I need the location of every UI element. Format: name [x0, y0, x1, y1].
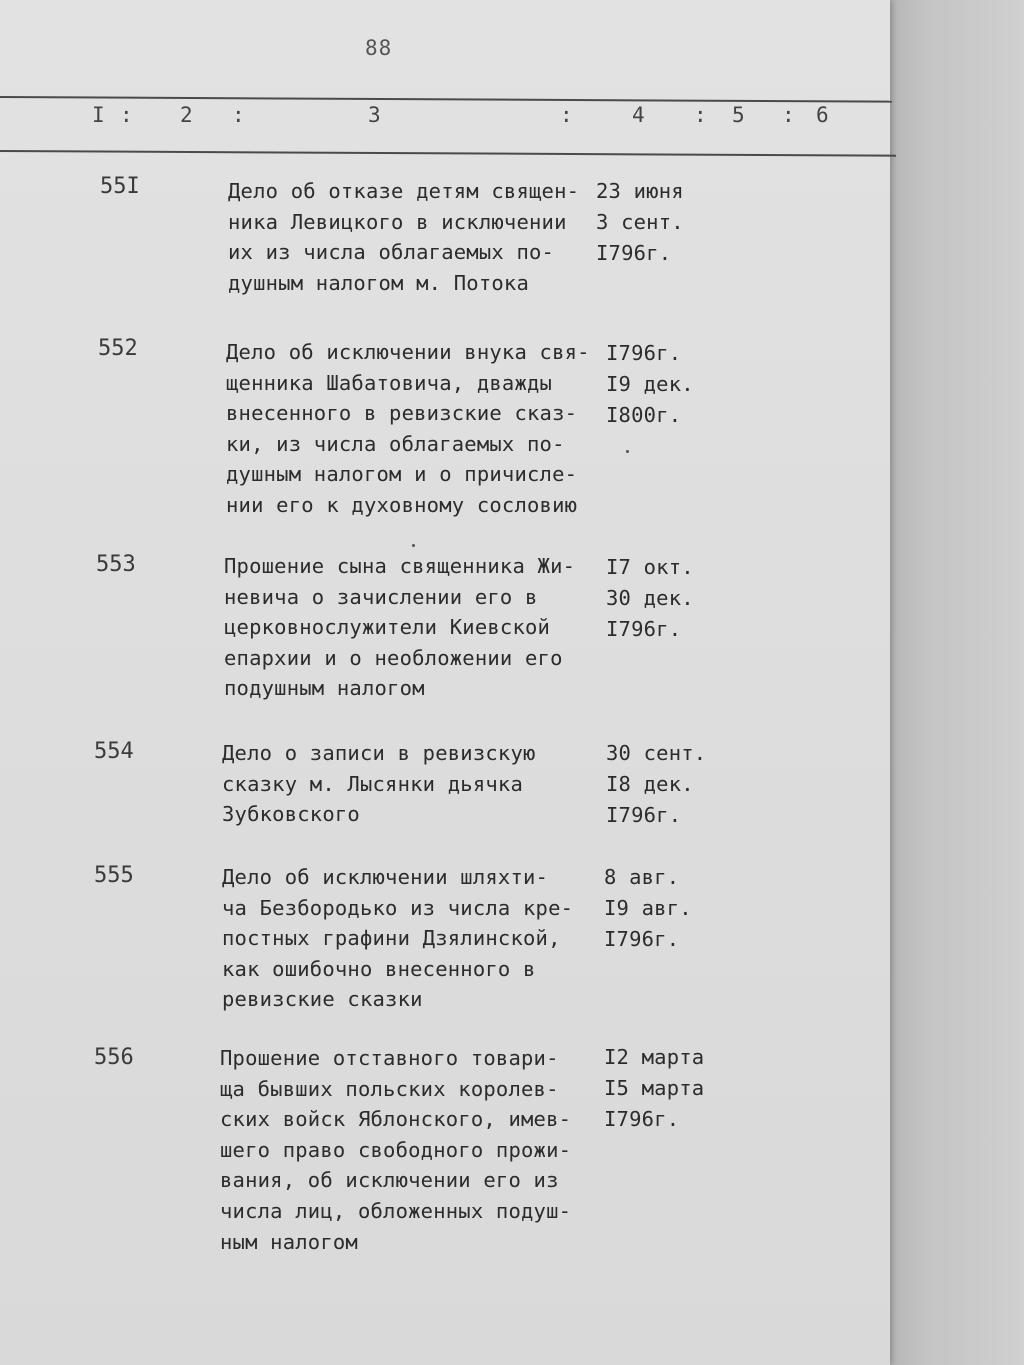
header-rule-bottom: [0, 150, 896, 157]
column-separator: :: [232, 103, 245, 127]
entry-dates: I7 окт. 30 дек. I796г.: [606, 555, 694, 641]
header-rule-top: [0, 96, 892, 103]
column-separator: :: [560, 103, 573, 127]
column-separator: :: [120, 103, 133, 127]
entry-description: Дело об отказе детям священ- ника Левицкого в исключении их из числа облагаемых по- душным налогом м. Потока: [228, 179, 580, 295]
entry-number: 55I: [100, 174, 140, 199]
column-header-6: 6: [816, 103, 829, 127]
entry-dates: I796г. I9 дек. I800г.: [606, 341, 694, 427]
entry-number: 553: [96, 552, 136, 577]
entry-dates: 30 сент. I8 дек. I796г.: [606, 741, 707, 827]
entry-description: Прошение отставного товари- ща бывших польских королев- ских войск Яблонского, имев- шего право свободного прожи- вания, об исключении его из числа лиц, обложенных подуш- ным налогом: [220, 1046, 572, 1254]
column-header-1: I: [92, 103, 105, 127]
entry-description: Дело об исключении внука свя- щенника Шабатовича, дважды внесенного в ревизские сказ- ки, из числа облагаемых по- душным налогом и о причисле- нии его к духовному сословию: [226, 340, 590, 517]
entry-number: 552: [98, 336, 138, 361]
entry-description: Дело о записи в ревизскую сказку м. Лысянки дьячка Зубковского: [222, 741, 536, 827]
page-background-edge: [886, 0, 1024, 1365]
entry-description: Прошение сына священника Жи- невича о зачислении его в церковнослужители Киевской епархии и о необложении его подушным налогом: [224, 554, 576, 701]
column-separator: :: [694, 103, 707, 127]
entry-number: 554: [94, 739, 134, 764]
column-header-4: 4: [632, 103, 645, 127]
column-header-2: 2: [180, 103, 193, 127]
entry-dates: 8 авг. I9 авг. I796г.: [604, 865, 692, 951]
ink-speck: [626, 450, 629, 453]
entry-dates: 23 июня 3 сент. I796г.: [596, 179, 684, 265]
entry-dates: I2 марта I5 марта I796г.: [604, 1045, 705, 1131]
column-separator: :: [782, 103, 795, 127]
entry-description: Дело об исключении шляхти- ча Безбородько из числа кре- постных графини Дзялинской, как ошибочно внесенного в ревизские сказки: [222, 865, 574, 1012]
ink-speck: [412, 544, 415, 547]
column-header-3: 3: [368, 103, 381, 127]
page-number: 88: [365, 36, 393, 60]
entry-number: 555: [94, 863, 134, 888]
entry-number: 556: [94, 1045, 134, 1070]
column-header-5: 5: [732, 103, 745, 127]
